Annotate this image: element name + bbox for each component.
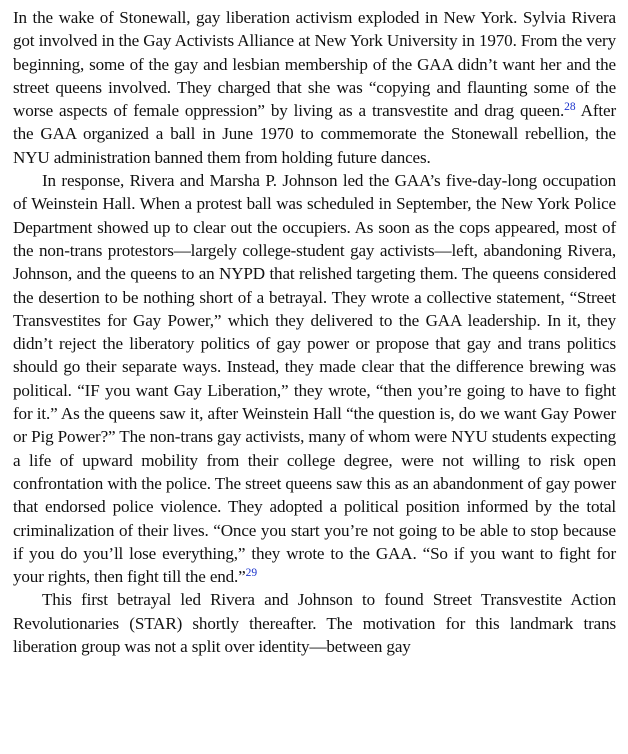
- footnote-ref-29[interactable]: 29: [245, 567, 258, 580]
- paragraph-3: [13, 588, 616, 658]
- paragraph-text: In response, Rivera and Marsha P. Johnson led the GAA’s five-day-long occupation of Weinstein Hall. When a protest ball was scheduled in September, the New York Police Department showed up to clear out the occupiers. As soon as the cops appeared, most of the non-trans protestors—largely college-student gay activists—left, abandoning Rivera, Johnson, and the queens to an NYPD that relished targeting them. The queens considered the desertion to be nothing short of a betrayal. They wrote a collective statement, “Street Transvestites for Gay Power,” which they delivered to the GAA leadership. In it, they didn’t reject the liberatory politics of gay power or propose that gay and trans politics should go their separate ways. Instead, they made clear that the difference brewing was political. “IF you want Gay Liberation,” they wrote, “then you’re going to have to fight for it.” As the queens saw it, after Weinstein Hall “the question is, do we want Gay Power or Pig Power?” The non-trans gay activists, many of whom were NYU students expecting a life of upward mobility from their college degree, were not willing to risk open confrontation with the police. The street queens saw this as an abandonment of gay power that endorsed police violence. They adopted a political position informed by the total criminalization of their lives. “Once you start you’re not going to be able to stop because if you do you’ll lose everything,” they wrote to the GAA. “So if you want to fight for your rights, then fight till the end.”: [13, 171, 616, 587]
- paragraph-2: [13, 169, 616, 588]
- footnote-ref-28[interactable]: 28: [564, 101, 576, 114]
- paragraph-text: After the GAA organized a ball in June 1970 to commemorate the Stonewall rebellion, the NYU administration banned them from holding future dances.: [13, 101, 616, 167]
- paragraph-text: In the wake of Stonewall, gay liberation activism exploded in New York. Sylvia Rivera got involved in the Gay Activists Alliance at New York University in 1970. From the very beginning, some of the gay and lesbian membership of the GAA didn’t want her and the street queens involved. They charged that she was “copying and flaunting some of the worse aspects of female oppression” by living as a transvestite and drag queen.: [13, 8, 616, 121]
- paragraph-1: [13, 6, 616, 169]
- paragraph-text: This first betrayal led Rivera and Johnson to found Street Transvestite Action Revolutionaries (STAR) shortly thereafter. The motivation for this landmark trans liberation group was not a split over identity—between gay: [13, 590, 616, 657]
